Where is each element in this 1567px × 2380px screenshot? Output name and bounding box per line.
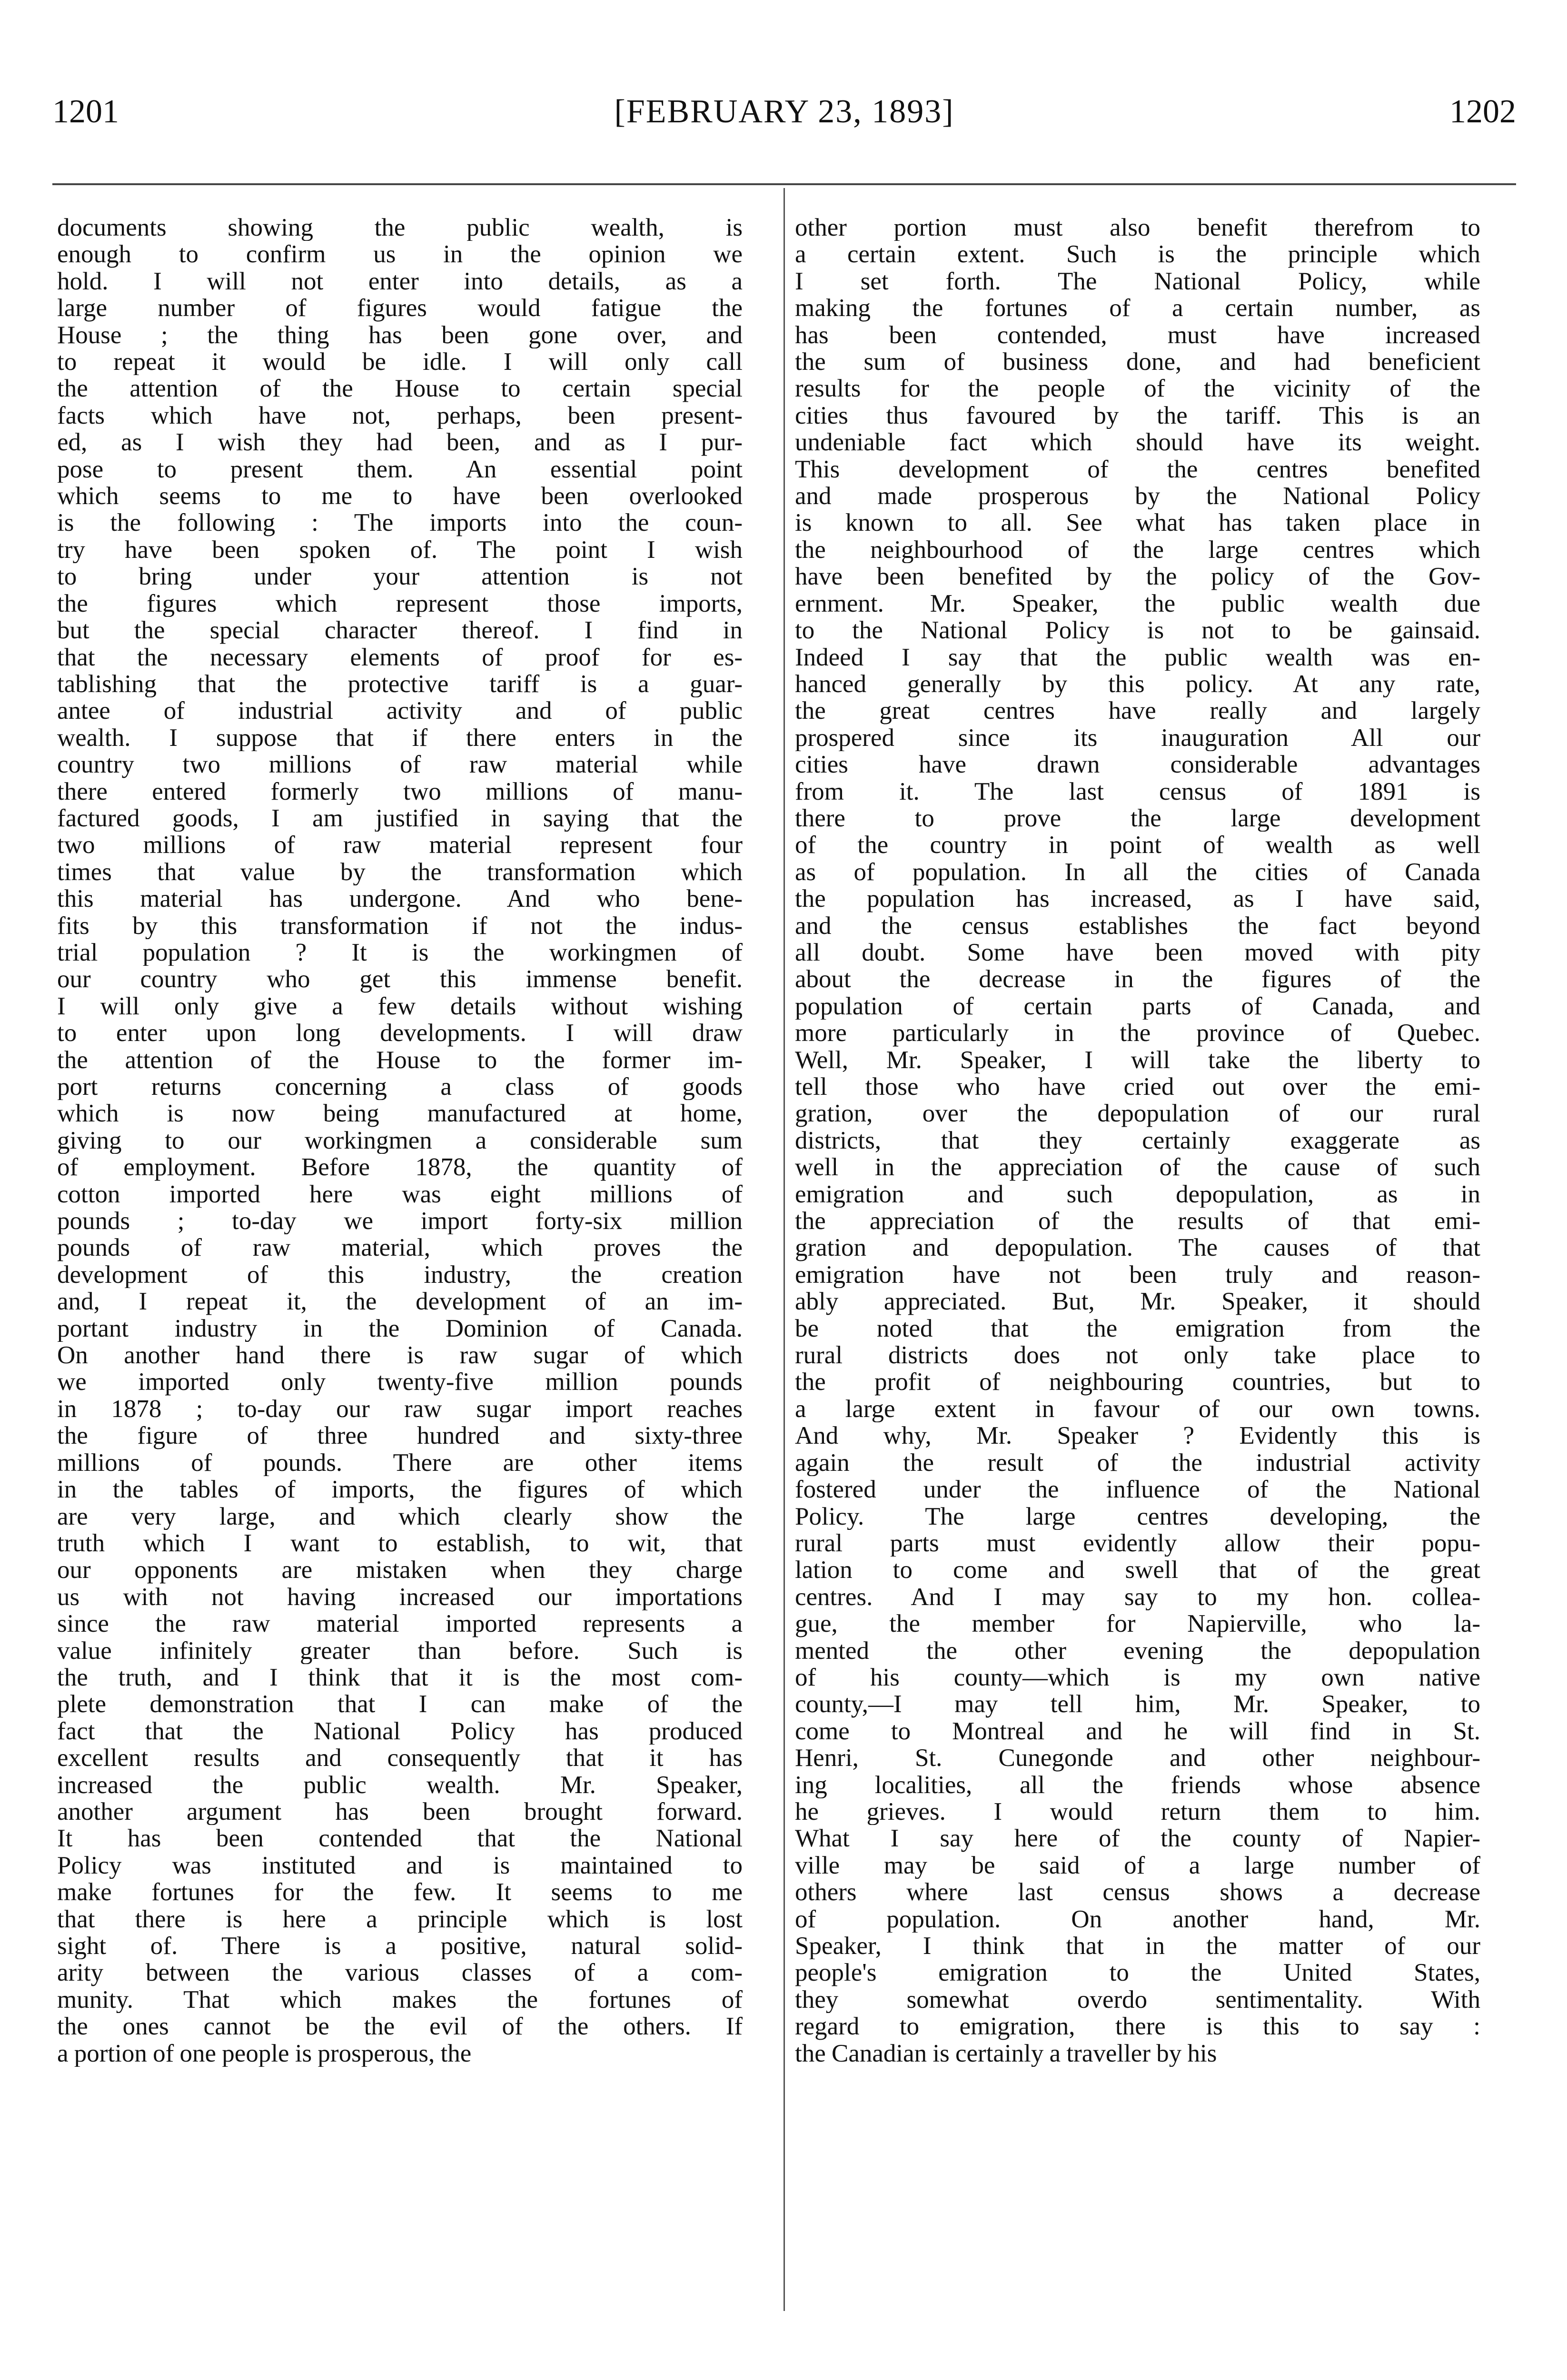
- left-column-line: factured goods, I am justified in saying that the: [57, 804, 743, 832]
- right-column-line: the Canadian is certainly a traveller by his: [795, 2040, 1217, 2067]
- left-column-line: the attention of the House to the former im-: [57, 1046, 743, 1073]
- left-column-line: pounds ; to-day we import forty-six million: [57, 1208, 743, 1235]
- left-column: [57, 214, 743, 2380]
- right-column-line: again the result of the industrial activity: [795, 1449, 1480, 1477]
- right-column-line: has been contended, must have increased: [795, 321, 1480, 349]
- right-column-line: regard to emigration, there is this to say :: [795, 2013, 1480, 2040]
- left-column-line: port returns concerning a class of goods: [57, 1073, 743, 1101]
- left-column-line: but the special character thereof. I find in: [57, 617, 743, 644]
- left-column-line: in the tables of imports, the figures of which: [57, 1476, 743, 1503]
- right-column-line: ing localities, all the friends whose absence: [795, 1771, 1480, 1798]
- header-rule: [52, 183, 1516, 185]
- left-column-line: truth which I want to establish, to wit, that: [57, 1529, 743, 1557]
- right-column-line: well in the appreciation of the cause of such: [795, 1154, 1480, 1181]
- right-column-line: about the decrease in the figures of the: [795, 966, 1480, 993]
- right-column-line: districts, that they certainly exaggerate as: [795, 1127, 1480, 1154]
- left-column-line: make fortunes for the few. It seems to me: [57, 1879, 743, 1906]
- right-column-line: he grieves. I would return them to him.: [795, 1798, 1480, 1825]
- right-column-line: emigration and such depopulation, as in: [795, 1180, 1480, 1208]
- left-column-line: munity. That which makes the fortunes of: [57, 1986, 743, 2013]
- right-column-line: people's emigration to the United States,: [795, 1959, 1480, 1986]
- left-column-line: pounds of raw material, which proves the: [57, 1234, 743, 1261]
- right-column-line: I set forth. The National Policy, while: [795, 268, 1480, 295]
- left-column-line: the figure of three hundred and sixty-three: [57, 1422, 743, 1449]
- left-column-line: enough to confirm us in the opinion we: [57, 241, 743, 268]
- left-column-line: this material has undergone. And who bene-: [57, 885, 743, 912]
- right-column-line: Indeed I say that the public wealth was en-: [795, 644, 1480, 671]
- left-column-line: sight of. There is a positive, natural solid-: [57, 1933, 743, 1960]
- left-column-line: the truth, and I think that it is the most com-: [57, 1664, 743, 1691]
- left-column-line: large number of figures would fatigue the: [57, 295, 743, 322]
- right-column-line: rural parts must evidently allow their popu-: [795, 1529, 1480, 1557]
- right-column-line: ernment. Mr. Speaker, the public wealth due: [795, 590, 1480, 617]
- right-column-line: others where last census shows a decrease: [795, 1879, 1480, 1906]
- page-date: [FEBRUARY 23, 1893]: [614, 93, 954, 130]
- right-column-line: mented the other evening the depopulation: [795, 1637, 1480, 1664]
- right-column-line: from it. The last census of 1891 is: [795, 778, 1480, 805]
- left-column-line: times that value by the transformation which: [57, 858, 743, 886]
- right-column-line: lation to come and swell that of the great: [795, 1557, 1480, 1584]
- left-column-line: there entered formerly two millions of manu-: [57, 778, 743, 805]
- left-column-line: I will only give a few details without wishing: [57, 992, 743, 1020]
- right-column-line: rural districts does not only take place to: [795, 1342, 1480, 1369]
- page-header: [52, 90, 1516, 133]
- right-column-line: a certain extent. Such is the principle which: [795, 241, 1480, 268]
- right-column-line: emigration have not been truly and reason-: [795, 1261, 1480, 1289]
- right-column-line: the sum of business done, and had beneficient: [795, 348, 1480, 376]
- left-column-line: we imported only twenty-five million pounds: [57, 1368, 743, 1396]
- right-column-line: as of population. In all the cities of Canada: [795, 858, 1480, 886]
- left-column-line: trial population ? It is the workingmen of: [57, 939, 743, 966]
- left-column-line: tablishing that the protective tariff is a guar-: [57, 670, 743, 698]
- left-column-line: hold. I will not enter into details, as a: [57, 268, 743, 295]
- right-column-line: ville may be said of a large number of: [795, 1852, 1480, 1879]
- left-column-line: our opponents are mistaken when they charge: [57, 1557, 743, 1584]
- left-column-line: of employment. Before 1878, the quantity of: [57, 1154, 743, 1181]
- right-column-line: and the census establishes the fact beyond: [795, 912, 1480, 939]
- left-column-line: to repeat it would be idle. I will only call: [57, 348, 743, 376]
- left-column-line: is the following : The imports into the coun-: [57, 509, 743, 536]
- right-column-line: the appreciation of the results of that emi-: [795, 1208, 1480, 1235]
- right-column-line: cities thus favoured by the tariff. This is an: [795, 402, 1480, 429]
- right-column-line: all doubt. Some have been moved with pity: [795, 939, 1480, 966]
- right-column-line: they somewhat overdo sentimentality. With: [795, 1986, 1480, 2013]
- left-column-line: that the necessary elements of proof for es-: [57, 644, 743, 671]
- left-column-line: the attention of the House to certain special: [57, 375, 743, 402]
- right-column-line: other portion must also benefit therefrom to: [795, 214, 1480, 241]
- right-column-line: gue, the member for Napierville, who la-: [795, 1610, 1480, 1637]
- left-column-line: our country who get this immense benefit.: [57, 966, 743, 993]
- right-column-line: gration and depopulation. The causes of that: [795, 1234, 1480, 1261]
- left-column-line: which seems to me to have been overlooked: [57, 483, 743, 510]
- left-column-line: to enter upon long developments. I will draw: [57, 1020, 743, 1047]
- left-column-line: a portion of one people is prosperous, the: [57, 2040, 472, 2067]
- right-column-line: there to prove the large development: [795, 804, 1480, 832]
- right-column-line: more particularly in the province of Quebec.: [795, 1020, 1480, 1047]
- left-column-line: giving to our workingmen a considerable sum: [57, 1127, 743, 1154]
- right-column-line: prospered since its inauguration All our: [795, 724, 1480, 752]
- right-column-line: is known to all. See what has taken place in: [795, 509, 1480, 536]
- left-column-line: try have been spoken of. The point I wish: [57, 536, 743, 564]
- left-column-line: millions of pounds. There are other items: [57, 1449, 743, 1477]
- right-column-line: of population. On another hand, Mr.: [795, 1905, 1480, 1933]
- right-column-line: centres. And I may say to my hon. collea-: [795, 1583, 1480, 1611]
- left-column-line: and, I repeat it, the development of an im-: [57, 1288, 743, 1315]
- left-column-line: the figures which represent those imports,: [57, 590, 743, 617]
- left-column-line: which is now being manufactured at home,: [57, 1100, 743, 1127]
- column-divider: [784, 188, 785, 2311]
- right-column: [795, 214, 1480, 2380]
- right-column-line: the population has increased, as I have said,: [795, 885, 1480, 912]
- right-column-line: ably appreciated. But, Mr. Speaker, it should: [795, 1288, 1480, 1315]
- right-column-line: fostered under the influence of the National: [795, 1476, 1480, 1503]
- right-column-line: undeniable fact which should have its weight.: [795, 429, 1480, 456]
- left-column-line: are very large, and which clearly show the: [57, 1503, 743, 1530]
- right-column-line: of the country in point of wealth as well: [795, 832, 1480, 859]
- right-column-line: Speaker, I think that in the matter of our: [795, 1933, 1480, 1960]
- right-column-line: the profit of neighbouring countries, but to: [795, 1368, 1480, 1396]
- left-column-line: plete demonstration that I can make of the: [57, 1691, 743, 1718]
- right-column-line: And why, Mr. Speaker ? Evidently this is: [795, 1422, 1480, 1449]
- left-column-line: two millions of raw material represent four: [57, 832, 743, 859]
- left-column-line: us with not having increased our importations: [57, 1583, 743, 1611]
- left-column-line: On another hand there is raw sugar of which: [57, 1342, 743, 1369]
- left-column-line: value infinitely greater than before. Such is: [57, 1637, 743, 1664]
- left-column-line: wealth. I suppose that if there enters in the: [57, 724, 743, 752]
- left-column-line: fact that the National Policy has produced: [57, 1717, 743, 1745]
- left-column-line: portant industry in the Dominion of Canada.: [57, 1315, 743, 1342]
- left-column-line: cotton imported here was eight millions of: [57, 1180, 743, 1208]
- page-number-left: 1201: [52, 93, 119, 130]
- right-column-line: a large extent in favour of our own towns.: [795, 1395, 1480, 1423]
- left-column-line: antee of industrial activity and of public: [57, 697, 743, 724]
- left-column-line: fits by this transformation if not the indus-: [57, 912, 743, 939]
- left-column-line: House ; the thing has been gone over, and: [57, 321, 743, 349]
- left-column-line: pose to present them. An essential point: [57, 456, 743, 483]
- page-number-right: 1202: [1449, 93, 1516, 130]
- right-column-line: have been benefited by the policy of the Gov-: [795, 563, 1480, 590]
- left-column-line: development of this industry, the creation: [57, 1261, 743, 1289]
- left-column-line: in 1878 ; to-day our raw sugar import reaches: [57, 1395, 743, 1423]
- left-column-line: arity between the various classes of a com-: [57, 1959, 743, 1986]
- right-column-line: of his county—which is my own native: [795, 1664, 1480, 1691]
- right-column-line: Henri, St. Cunegonde and other neighbour-: [795, 1745, 1480, 1772]
- left-column-line: ed, as I wish they had been, and as I pur-: [57, 429, 743, 456]
- right-column-line: results for the people of the vicinity of the: [795, 375, 1480, 402]
- left-column-line: It has been contended that the National: [57, 1825, 743, 1852]
- left-column-line: country two millions of raw material while: [57, 751, 743, 778]
- right-column-line: county,—I may tell him, Mr. Speaker, to: [795, 1691, 1480, 1718]
- right-column-line: and made prosperous by the National Policy: [795, 483, 1480, 510]
- left-column-line: to bring under your attention is not: [57, 563, 743, 590]
- right-column-line: be noted that the emigration from the: [795, 1315, 1480, 1342]
- right-column-line: Well, Mr. Speaker, I will take the liberty to: [795, 1046, 1480, 1073]
- left-column-line: excellent results and consequently that it has: [57, 1745, 743, 1772]
- right-column-line: What I say here of the county of Napier-: [795, 1825, 1480, 1852]
- right-column-line: population of certain parts of Canada, and: [795, 992, 1480, 1020]
- right-column-line: Policy. The large centres developing, the: [795, 1503, 1480, 1530]
- left-column-line: the ones cannot be the evil of the others. If: [57, 2013, 743, 2040]
- left-column-line: documents showing the public wealth, is: [57, 214, 743, 241]
- right-column-line: tell those who have cried out over the emi-: [795, 1073, 1480, 1101]
- right-column-line: to the National Policy is not to be gainsaid.: [795, 617, 1480, 644]
- left-column-line: since the raw material imported represents a: [57, 1610, 743, 1637]
- right-column-line: the neighbourhood of the large centres which: [795, 536, 1480, 564]
- right-column-line: gration, over the depopulation of our rural: [795, 1100, 1480, 1127]
- left-column-line: increased the public wealth. Mr. Speaker,: [57, 1771, 743, 1798]
- right-column-line: come to Montreal and he will find in St.: [795, 1717, 1480, 1745]
- left-column-line: another argument has been brought forward.: [57, 1798, 743, 1825]
- right-column-line: making the fortunes of a certain number, as: [795, 295, 1480, 322]
- right-column-line: cities have drawn considerable advantages: [795, 751, 1480, 778]
- right-column-line: hanced generally by this policy. At any rate,: [795, 670, 1480, 698]
- left-column-line: facts which have not, perhaps, been present-: [57, 402, 743, 429]
- left-column-line: Policy was instituted and is maintained to: [57, 1852, 743, 1879]
- right-column-line: the great centres have really and largely: [795, 697, 1480, 724]
- right-column-line: This development of the centres benefited: [795, 456, 1480, 483]
- left-column-line: that there is here a principle which is lost: [57, 1905, 743, 1933]
